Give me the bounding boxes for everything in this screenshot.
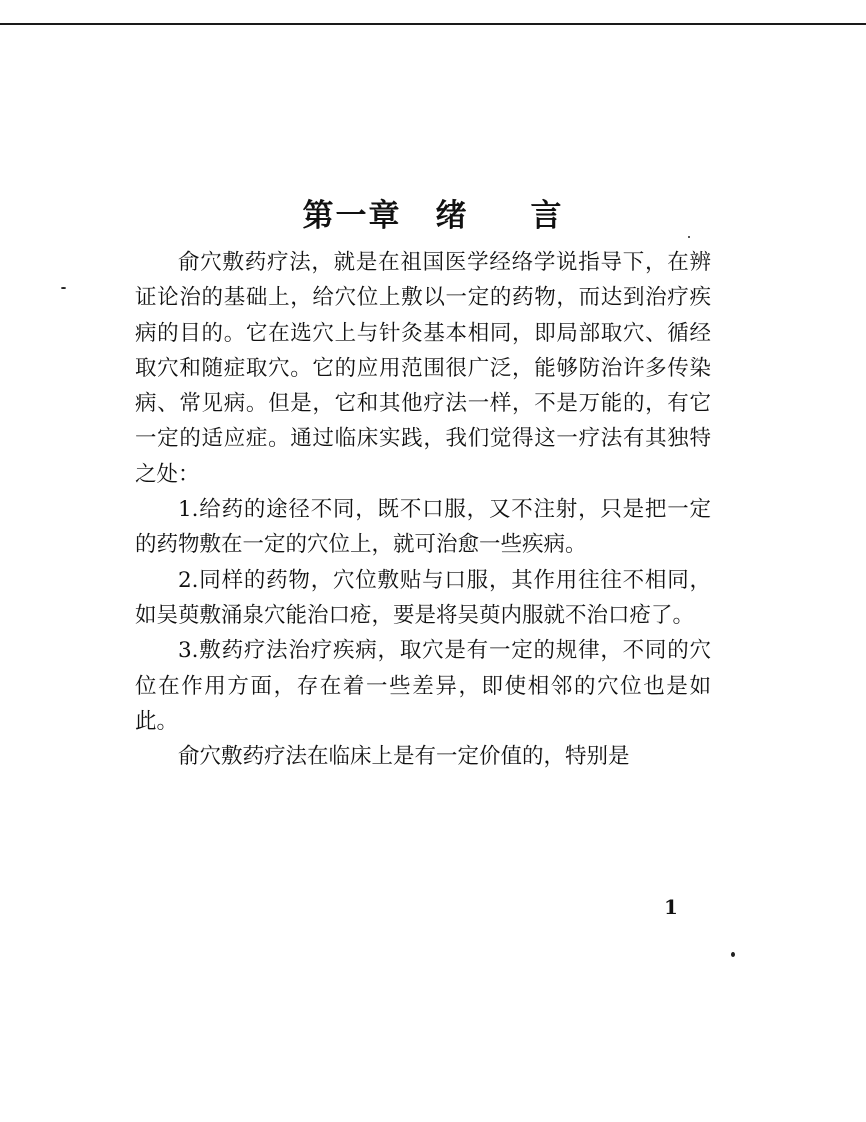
chapter-number: 第一章 <box>302 198 402 234</box>
scan-speck <box>61 287 66 289</box>
scan-speck <box>688 236 690 238</box>
page-number: 1 <box>664 895 678 919</box>
header-rule <box>0 23 866 25</box>
paragraph-point-1: 1.给药的途径不同，既不口服，又不注射，只是把一定的药物敷在一定的穴位上，就可治愈一些疾病。 <box>135 497 711 558</box>
chapter-title-char-2: 言 <box>530 198 564 234</box>
paragraph-point-2: 2.同样的药物，穴位敷贴与口服，其作用往往不相同，如吴萸敷涌泉穴能治口疮，要是将吴萸内服就不治口疮了。 <box>135 567 711 628</box>
scan-speck <box>731 952 735 957</box>
chapter-title-char-1: 绪 <box>435 198 469 234</box>
chapter-title <box>0 190 866 235</box>
paragraph-intro: 俞穴敷药疗法，就是在祖国医学经络学说指导下，在辨证论治的基础上，给穴位上敷以一定的药物，而达到治疗疾病的目的。它在选穴上与针灸基本相同，即局部取穴、循经取穴和随症取穴。它的应用范围很广泛，能够防治许多传染病、常见病。但是，它和其他疗法一样，不是万能的，有它一定的适应症。通过临床实践，我们觉得这一疗法有其独特之处： <box>135 250 711 487</box>
paragraph-point-3: 3.敷药疗法治疗疾病，取穴是有一定的规律，不同的穴位在作用方面，存在着一些差异，即使相邻的穴位也是如此。 <box>135 638 711 734</box>
body-text <box>135 245 711 774</box>
paragraph-closing: 俞穴敷药疗法在临床上是有一定价值的，特别是 <box>178 744 630 770</box>
